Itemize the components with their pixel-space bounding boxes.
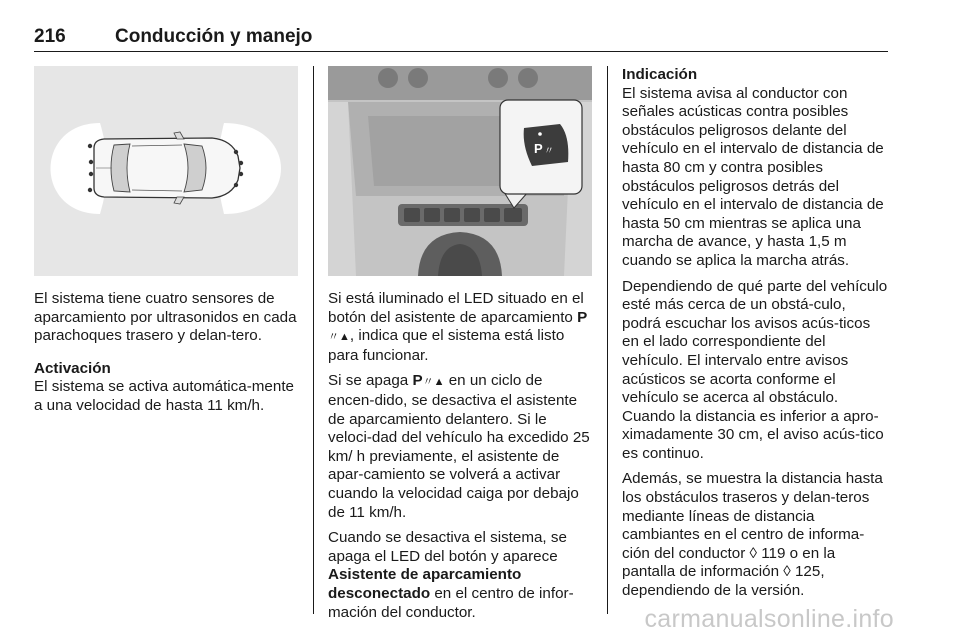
column-divider-1 bbox=[313, 66, 314, 614]
deactivation-text-end: en un ciclo de encen-dido, se desactiva el asistente de aparcamiento delantero. Si le veloci-dad del vehículo ha excedido 25 km/ h previamente, el asistente de apar-camiento se volverá a activar cuando la velocidad caiga por debajo de 11 km/h. bbox=[328, 372, 590, 521]
disabled-message-end: en el centro de infor-mación del conductor. bbox=[328, 584, 574, 621]
indication-heading: Indicación bbox=[622, 66, 698, 83]
watermark: carmanualsonline.info bbox=[644, 605, 894, 633]
disabled-message-label: Asistente de aparcamiento desconectado bbox=[328, 566, 522, 602]
page-number: 216 bbox=[34, 26, 66, 47]
park-assist-symbol-waves: 〃▲ bbox=[328, 331, 350, 344]
deactivation-text-start: Si se apaga bbox=[328, 372, 409, 390]
park-assist-symbol-icon: P bbox=[577, 308, 588, 326]
disabled-message-text bbox=[328, 529, 592, 622]
led-status-text bbox=[328, 290, 592, 365]
warning-interval-text: Dependiendo de qué parte del vehículo esté más cerca de un obstá-culo, podrá escuchar los avisos acús-ticos en el lado correspondiente del vehículo. El intervalo entre avisos acústicos se acorta conforme el vehículo se acerca al obstáculo. Cuando la distancia es inferior a apro-ximadamente 30 cm, el aviso acús-tico es continuo. bbox=[622, 277, 888, 462]
distance-display-text: Además, se muestra la distancia hasta los obstáculos traseros y delan-teros mediante líneas de distancia cambiantes en el centro de informa-ción del conductor ◊ 119 o en la pantalla de información ◊ 125, dependiendo de la versión. bbox=[622, 470, 883, 600]
parking-button-photo bbox=[328, 66, 592, 276]
column-2 bbox=[328, 66, 592, 622]
parking-sensor-diagram bbox=[34, 66, 298, 276]
activation-text: El sistema se activa automática-mente a una velocidad de hasta 11 km/h. bbox=[34, 378, 294, 414]
column-divider-2 bbox=[607, 66, 608, 614]
column-3 bbox=[622, 66, 888, 601]
car-topview-illustration bbox=[34, 66, 298, 276]
indication-text: El sistema avisa al conductor con señales acústicas contra posibles obstáculos peligrosos delante del vehículo en el intervalo de distancia de hasta 80 cm y contra posibles obstáculos peligrosos detrás del vehículo en el intervalo de distancia de hasta 50 cm mientras se aplica una marcha de avance, y hasta 1,5 m cuando se aplica la marcha atrás. bbox=[622, 84, 884, 269]
led-status-text-end: , indica que el sistema está listo para funcionar. bbox=[328, 327, 565, 364]
sensors-description: El sistema tiene cuatro sensores de aparcamiento por ultrasonidos en cada parachoques trasero y delan-tero. bbox=[34, 290, 297, 345]
chapter-title: Conducción y manejo bbox=[115, 26, 313, 47]
park-assist-button-icon: P bbox=[534, 141, 543, 156]
activation-heading: Activación bbox=[34, 359, 111, 377]
dashboard-illustration bbox=[328, 66, 592, 276]
disabled-message-start: Cuando se desactiva el sistema, se apaga el LED del botón y aparece bbox=[328, 529, 567, 565]
park-assist-waves-icon: 〃 bbox=[544, 146, 554, 157]
column-1 bbox=[34, 66, 298, 416]
led-status-text-start: Si está iluminado el LED situado en el botón del asistente de aparcamiento bbox=[328, 290, 584, 326]
park-assist-symbol-icon-2: P bbox=[412, 372, 423, 390]
page-header bbox=[34, 20, 888, 52]
park-assist-symbol-waves-2: 〃▲ bbox=[422, 376, 445, 389]
deactivation-text bbox=[328, 372, 592, 522]
